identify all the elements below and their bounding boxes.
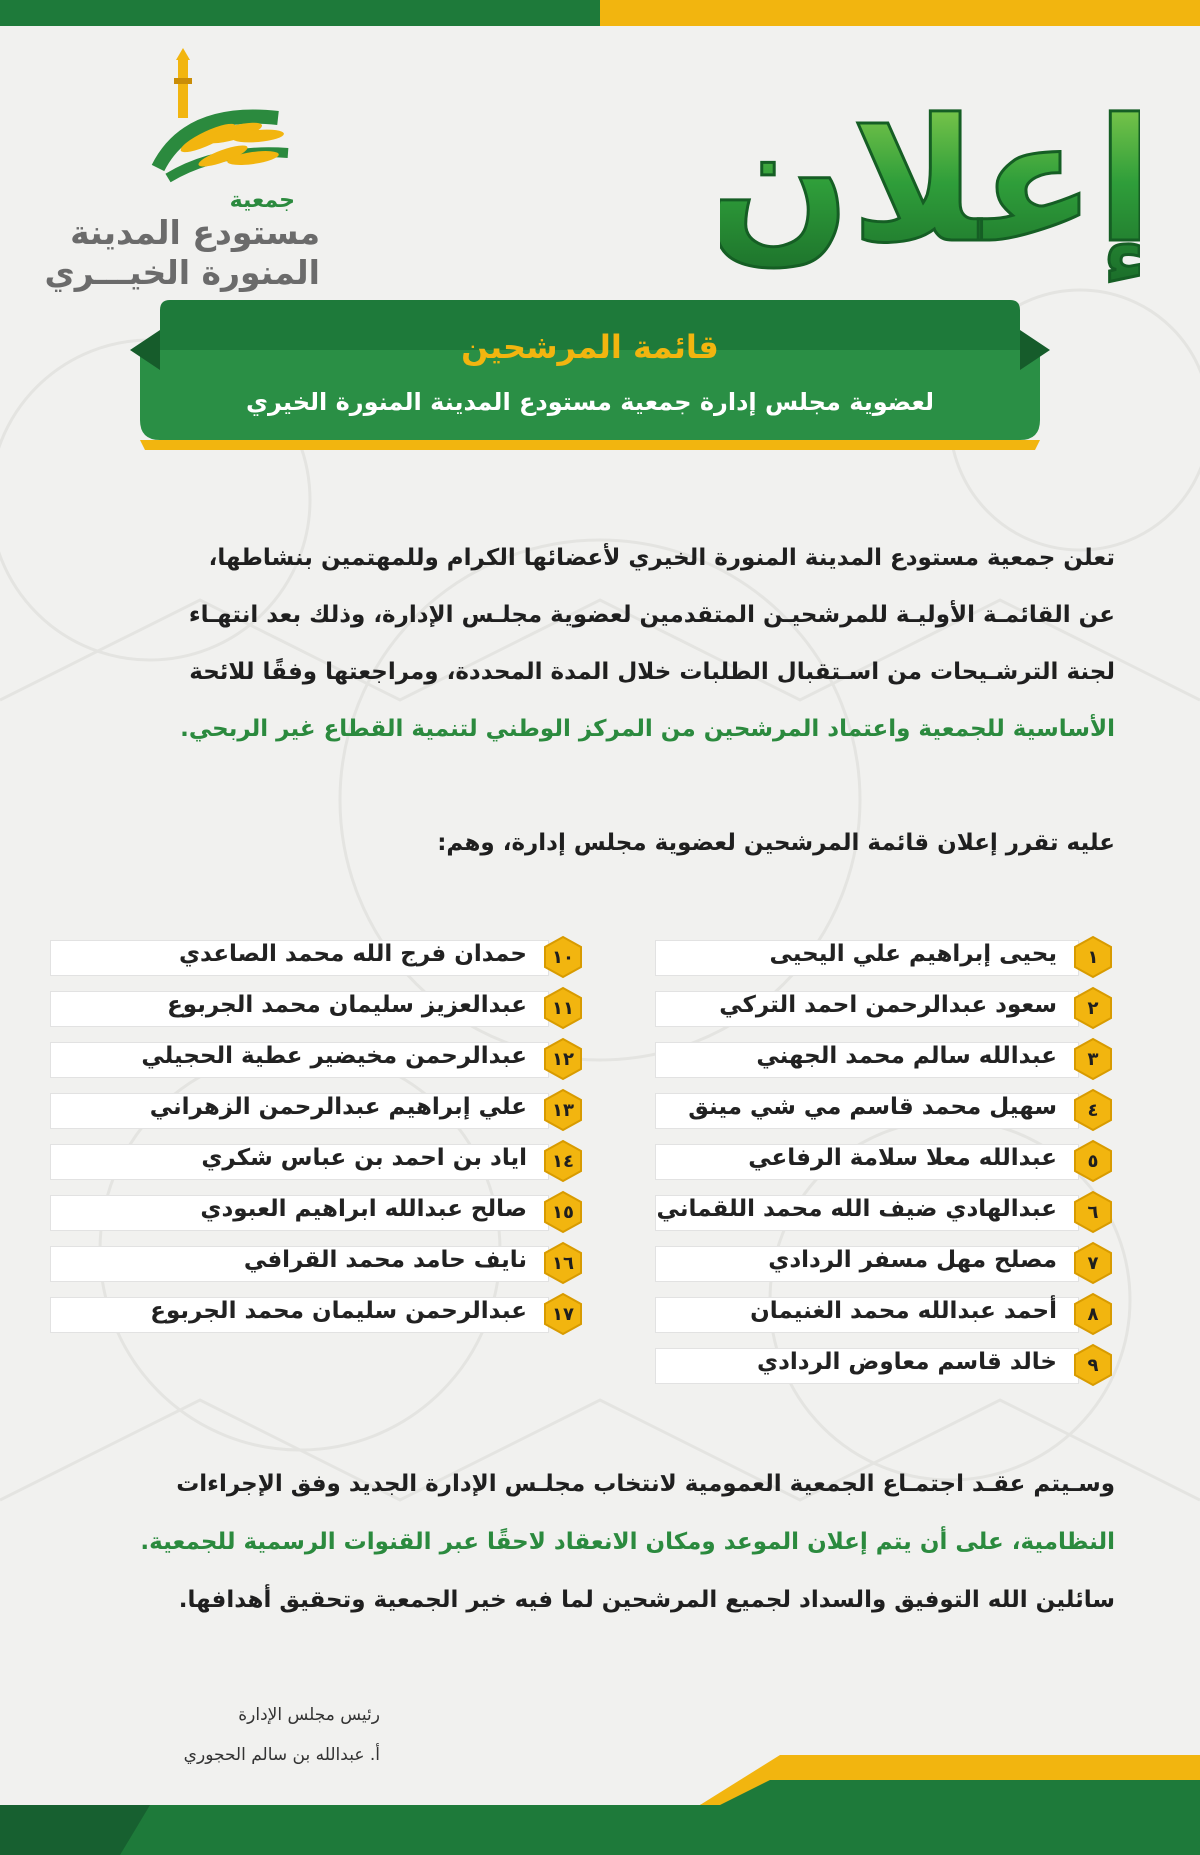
candidate-number-badge [1071, 986, 1115, 1030]
candidate-name: صالح عبدالله ابراهيم العبودي [200, 1196, 527, 1222]
candidate-number-badge [1071, 1190, 1115, 1234]
minaret-wheat-icon [128, 48, 308, 198]
candidate-row [50, 1241, 585, 1283]
candidate-row [655, 1343, 1115, 1385]
candidate-name: اياد بن احمد بن عباس شكري [201, 1145, 527, 1171]
closing-line-2: النظامية، على أن يتم إعلان الموعد ومكان الانعقاد لاحقًا عبر القنوات الرسمية للجمعية. [140, 1529, 1115, 1555]
candidate-row [50, 1190, 585, 1232]
candidate-number: ١٥ [552, 1201, 574, 1223]
candidate-name: عبدالهادي ضيف الله محمد اللقماني [656, 1196, 1057, 1222]
candidate-name: علي إبراهيم عبدالرحمن الزهراني [149, 1094, 527, 1120]
banner-title: قائمة المرشحين [461, 328, 719, 366]
candidate-name: عبدالرحمن سليمان محمد الجربوع [150, 1298, 527, 1324]
candidate-row [50, 1292, 585, 1334]
logo-line-2: المنورة الخيـــري [44, 253, 320, 292]
candidate-row [50, 1037, 585, 1079]
announcement-title [720, 40, 1140, 310]
candidate-name: أحمد عبدالله محمد الغنيمان [750, 1298, 1057, 1324]
candidate-number-badge [541, 935, 585, 979]
top-color-bar [0, 0, 1200, 26]
announcement-title-text: إعلان [720, 83, 1140, 281]
candidate-number-badge [1071, 1088, 1115, 1132]
intro-line-3: لجنة الترشـيحات من اسـتقبال الطلبات خلال المدة المحددة، ومراجعتها وفقًا للائحة [189, 659, 1115, 685]
candidate-number: ١٤ [552, 1150, 574, 1172]
candidate-number: ٣ [1087, 1048, 1099, 1070]
candidate-row [50, 1088, 585, 1130]
candidate-number-badge [541, 1292, 585, 1336]
intro-line-1: تعلن جمعية مستودع المدينة المنورة الخيري لأعضائها الكرام وللمهتمين بنشاطها، [208, 545, 1115, 571]
resolve-text: عليه تقرر إعلان قائمة المرشحين لعضوية مجلس إدارة، وهم: [437, 830, 1115, 856]
signature-name: أ. عبدالله بن سالم الحجوري [183, 1745, 380, 1765]
candidate-row [50, 986, 585, 1028]
candidate-number: ١ [1087, 946, 1099, 968]
candidate-name: مصلح مهل مسفر الردادي [768, 1247, 1057, 1273]
candidate-number: ٩ [1087, 1354, 1099, 1376]
closing-line-3: سائلين الله التوفيق والسداد لجميع المرشحين لما فيه خير الجمعية وتحقيق أهدافها. [178, 1587, 1115, 1613]
logo-line-1: مستودع المدينة [70, 213, 320, 252]
intro-line-2: عن القائمـة الأوليـة للمرشحيـن المتقدمين لعضوية مجلـس الإدارة، وذلك بعد انتهـاء [188, 602, 1115, 628]
candidate-name: يحيى إبراهيم علي اليحيى [769, 941, 1057, 967]
candidate-number: ٤ [1087, 1099, 1099, 1121]
candidate-number-badge [1071, 1241, 1115, 1285]
candidate-name: عبدالله سالم محمد الجهني [756, 1043, 1057, 1069]
candidate-row [655, 1292, 1115, 1334]
candidate-name: عبدالعزيز سليمان محمد الجربوع [167, 992, 527, 1018]
candidate-row [655, 1088, 1115, 1130]
candidate-row [655, 986, 1115, 1028]
banner-subtitle: لعضوية مجلس إدارة جمعية مستودع المدينة المنورة الخيري [245, 388, 935, 416]
signature-role: رئيس مجلس الإدارة [238, 1705, 380, 1725]
candidate-row [50, 1139, 585, 1181]
candidate-number: ٢ [1087, 997, 1099, 1019]
candidate-row [655, 1037, 1115, 1079]
candidate-number: ٧ [1087, 1252, 1099, 1274]
candidates-list-left [50, 935, 585, 1343]
candidate-name: عبدالله معلا سلامة الرفاعي [748, 1145, 1057, 1171]
candidate-row [655, 1190, 1115, 1232]
candidate-name: سهيل محمد قاسم مي شي مينق [688, 1094, 1057, 1120]
intro-line-4: الأساسية للجمعية واعتماد المرشحين من المركز الوطني لتنمية القطاع غير الربحي. [180, 716, 1115, 742]
candidate-number-badge [1071, 1037, 1115, 1081]
signature-block [100, 1695, 380, 1775]
candidates-list-right [655, 935, 1115, 1394]
candidate-number-badge [541, 1139, 585, 1183]
candidate-number-badge [541, 986, 585, 1030]
closing-line-1: وسـيتم عقـد اجتمـاع الجمعية العمومية لانتخاب مجلـس الإدارة الجديد وفق الإجراءات [176, 1471, 1115, 1497]
candidate-number-badge [541, 1037, 585, 1081]
candidate-number: ١١ [552, 997, 574, 1019]
candidate-row [655, 1139, 1115, 1181]
association-logo [44, 48, 340, 292]
candidate-number: ١٣ [552, 1099, 574, 1121]
candidate-name: سعود عبدالرحمن احمد التركي [719, 992, 1057, 1018]
candidate-number-badge [1071, 1343, 1115, 1387]
candidate-number: ٦ [1087, 1201, 1099, 1223]
candidate-number: ٨ [1087, 1303, 1099, 1325]
candidate-row [50, 935, 585, 977]
candidate-number: ١٠ [552, 946, 574, 968]
candidates-banner [130, 300, 1050, 450]
candidate-row [655, 935, 1115, 977]
candidate-number-badge [541, 1190, 585, 1234]
candidate-number-badge [541, 1241, 585, 1285]
candidate-number-badge [541, 1088, 585, 1132]
intro-paragraph [80, 530, 1115, 758]
candidate-row [655, 1241, 1115, 1283]
candidate-name: حمدان فرج الله محمد الصاعدي [178, 941, 527, 967]
candidate-number-badge [1071, 1139, 1115, 1183]
candidate-number: ١٦ [552, 1252, 574, 1274]
candidate-name: خالد قاسم معاوض الردادي [757, 1349, 1057, 1375]
candidate-number-badge [1071, 935, 1115, 979]
candidate-number-badge [1071, 1292, 1115, 1336]
closing-paragraph [80, 1455, 1115, 1629]
candidate-name: عبدالرحمن مخيضير عطية الحجيلي [141, 1043, 527, 1069]
candidate-number: ٥ [1087, 1150, 1099, 1172]
candidate-number: ١٢ [552, 1048, 574, 1070]
candidate-number: ١٧ [552, 1303, 574, 1325]
candidate-name: نايف حامد محمد القرافي [243, 1247, 527, 1273]
logo-small-text: جمعية [229, 188, 295, 213]
